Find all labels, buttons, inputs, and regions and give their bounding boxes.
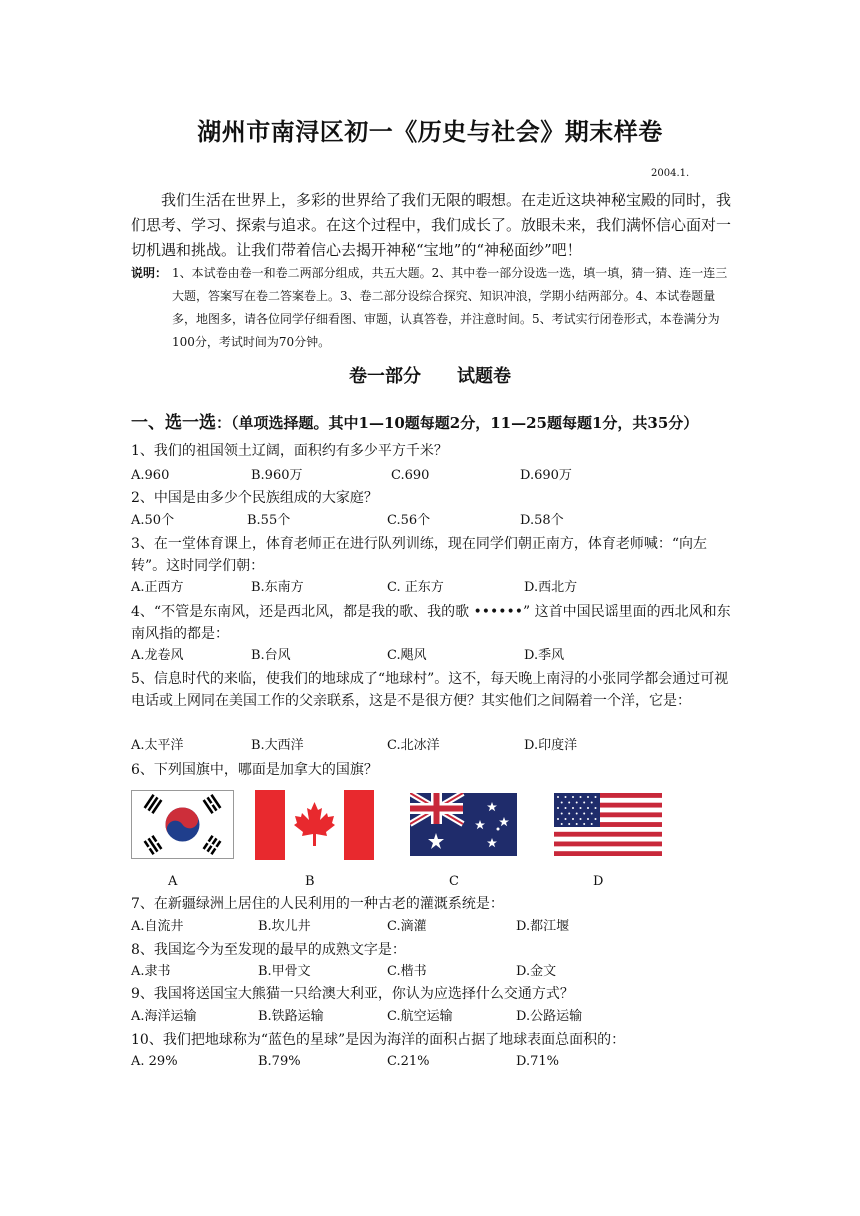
option-b: B.79%	[258, 1054, 301, 1069]
section-heading	[131, 408, 698, 433]
section-description: ：（单项选择题。其中1—10题每题2分，11—25题每题1分，共35分）	[216, 414, 699, 432]
question-7: 7、在新疆绿洲上居住的人民利用的一种古老的灌溉系统是：	[131, 896, 504, 912]
flag-label-a: A	[168, 874, 178, 889]
option-c: C. 正东方	[387, 580, 444, 595]
question-3-options	[131, 577, 731, 599]
option-b: B.铁路运输	[258, 1009, 324, 1024]
option-d: D.季风	[524, 648, 565, 663]
question-1: 1、我们的祖国领土辽阔，面积约有多少平方千米？	[131, 443, 448, 459]
part-heading	[0, 362, 860, 388]
option-a: A.太平洋	[131, 738, 184, 753]
option-d: D.西北方	[524, 580, 578, 595]
option-a: A.自流井	[131, 919, 184, 934]
option-c: C.21%	[387, 1054, 430, 1069]
canada-flag-icon	[255, 790, 374, 860]
option-b: B.台风	[251, 648, 291, 663]
option-d: D.金文	[516, 964, 557, 979]
question-4-options	[131, 645, 731, 667]
option-a: A.海洋运输	[131, 1009, 197, 1024]
exam-date: 2004.1.	[651, 168, 690, 179]
question-2: 2、中国是由多少个民族组成的大家庭？	[131, 490, 378, 506]
option-d: D.58个	[520, 513, 564, 528]
option-c: C.飓风	[387, 648, 427, 663]
korea-flag-icon	[131, 790, 234, 859]
flag-label-b: B	[305, 874, 315, 889]
question-1-options	[131, 465, 731, 487]
question-5: 5、信息时代的来临，使我们的地球成了“地球村”。这不，每天晚上南浔的小张同学都会通过可视电话或上网同在美国工作的父亲联系，这是不是很方便？其实他们之间隔着一个洋，它是：	[131, 671, 729, 709]
option-b: B.大西洋	[251, 738, 304, 753]
australia-flag-icon	[410, 793, 517, 856]
section-prefix: 一、	[131, 413, 165, 433]
question-7-options	[131, 916, 731, 938]
option-b: B.坎儿井	[258, 919, 311, 934]
question-10-options	[131, 1051, 731, 1073]
option-c: C.北冰洋	[387, 738, 440, 753]
intro-text: 我们生活在世界上，多彩的世界给了我们无限的暇想。在走近这块神秘宝殿的同时，我们思考、学习、探索与追求。在这个过程中，我们成长了。放眼未来，我们满怀信心面对一切机遇和挑战。让我们带着信心去揭开神秘“宝地”的“神秘面纱”吧！	[131, 191, 732, 259]
option-d: D.公路运输	[516, 1009, 583, 1024]
part-subtitle: 试题卷	[457, 366, 511, 387]
option-d: D.都江堰	[516, 919, 570, 934]
option-b: B.甲骨文	[258, 964, 311, 979]
question-8-options	[131, 961, 731, 983]
section-name: 选一选	[165, 413, 216, 433]
option-b: B.东南方	[251, 580, 304, 595]
option-c: C.滴灌	[387, 919, 427, 934]
question-8: 8、我国迄今为至发现的最早的成熟文字是：	[131, 942, 406, 958]
question-4: 4、“不管是东南风，还是西北风，都是我的歌、我的歌 ••••••” 这首中国民谣里面的西北风和东南风指的都是：	[131, 604, 731, 642]
option-b: B.960万	[251, 468, 303, 483]
option-c: C.56个	[387, 513, 431, 528]
exam-title: 湖州市南浔区初一《历史与社会》期末样卷	[197, 117, 663, 146]
option-d: D.690万	[520, 468, 572, 483]
notes-label: 说明：	[131, 266, 168, 280]
question-9-options	[131, 1006, 731, 1028]
question-9: 9、我国将送国宝大熊猫一只给澳大利亚，你认为应选择什么交通方式？	[131, 986, 574, 1002]
question-2-options	[131, 510, 731, 532]
usa-flag-icon	[554, 793, 662, 856]
question-5-options	[131, 735, 731, 757]
option-c: C.楷书	[387, 964, 427, 979]
flag-label-d: D	[593, 874, 604, 889]
option-a: A.50个	[131, 513, 175, 528]
option-a: A.960	[131, 468, 170, 483]
question-6: 6、下列国旗中，哪面是加拿大的国旗？	[131, 762, 378, 778]
question-3: 3、在一堂体育课上，体育老师正在进行队列训练，现在同学们朝正南方，体育老师喊：“向左转”。这时同学们朝：	[131, 536, 708, 574]
option-a: A.隶书	[131, 964, 171, 979]
part-name: 卷一部分	[349, 366, 421, 387]
notes-body: 1、本试卷由卷一和卷二两部分组成，共五大题。2、其中卷一部分设选一选，填一填，猜一猜、连一连三大题，答案写在卷二答案卷上。3、卷二部分设综合探究、知识冲浪，学期小结两部分。4、本试卷题量多，地图多，请各位同学仔细看图、审题，认真答卷，并注意时间。5、考试实行闭卷形式，本卷满分为100分，考试时间为70分钟。	[172, 266, 728, 349]
option-d: D.71%	[516, 1054, 559, 1069]
flag-label-c: C	[449, 874, 459, 889]
option-a: A.龙卷风	[131, 648, 184, 663]
intro-paragraph	[131, 188, 731, 263]
option-b: B.55个	[247, 513, 291, 528]
option-c: C.航空运输	[387, 1009, 453, 1024]
option-c: C.690	[391, 468, 430, 483]
exam-notes	[131, 262, 731, 354]
option-d: D.印度洋	[524, 738, 578, 753]
option-a: A.正西方	[131, 580, 184, 595]
option-a: A. 29%	[131, 1054, 178, 1069]
question-10: 10、我们把地球称为“蓝色的星球”是因为海洋的面积占据了地球表面总面积的：	[131, 1032, 626, 1048]
